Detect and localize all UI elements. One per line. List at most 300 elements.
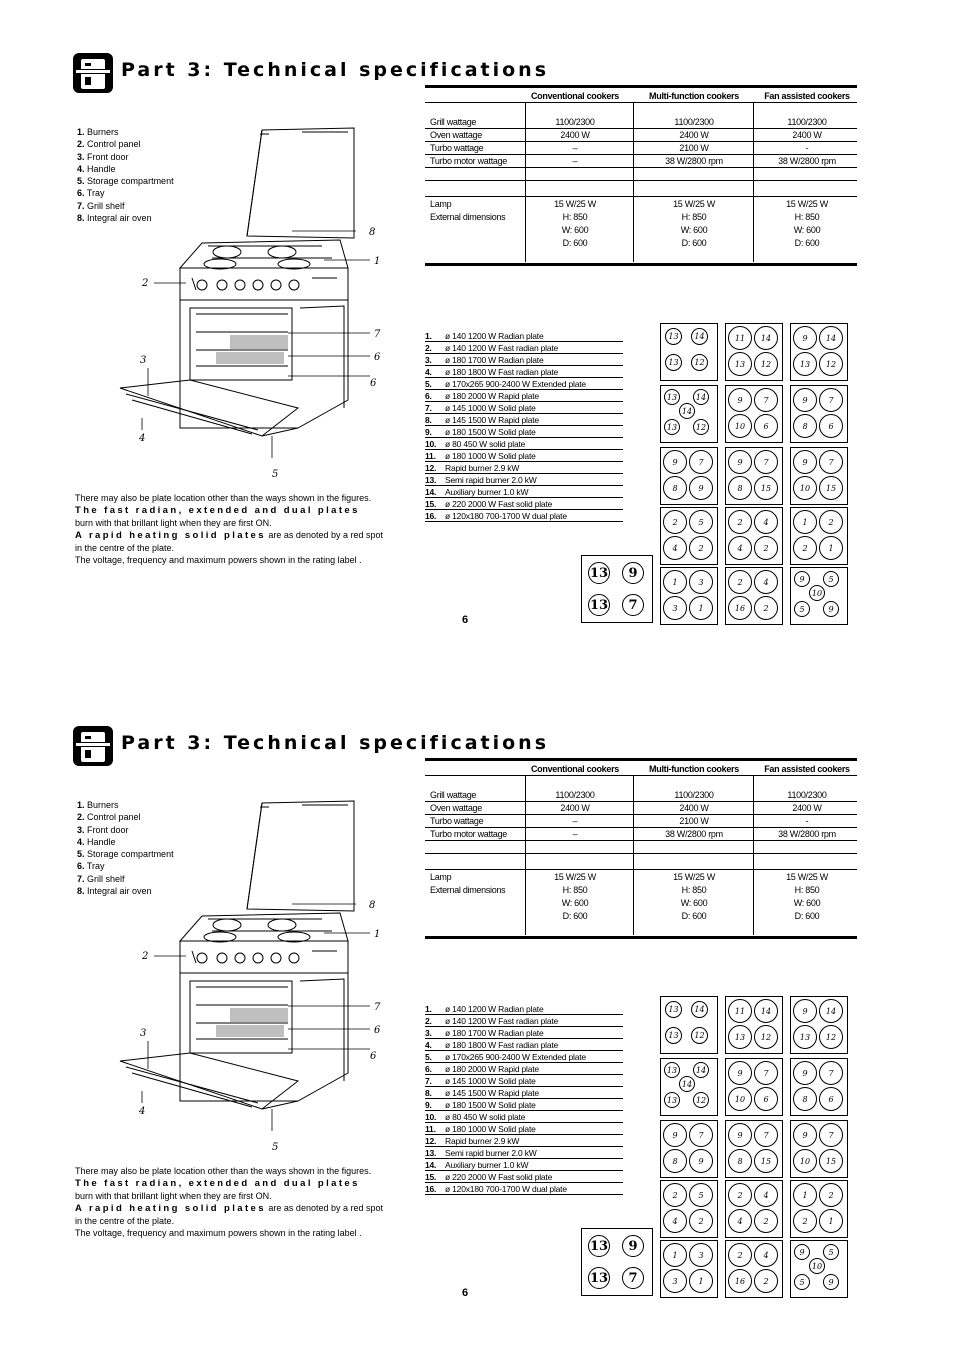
hob-diagram <box>725 1180 783 1238</box>
plate-number: 12. <box>425 463 437 473</box>
plate-label: ø 140 1200 W Radian plate <box>445 331 544 341</box>
plates-list-item <box>425 1039 623 1051</box>
hob-ring: 4 <box>754 570 778 594</box>
hob-ring: 9 <box>728 1061 752 1085</box>
parts-item-label: Control panel <box>87 139 141 150</box>
plates-list-item <box>425 462 623 474</box>
page-title: Part 3: Technical specifications <box>121 732 550 754</box>
hob-ring: 9 <box>622 562 644 584</box>
note-rating-label: The voltage, frequency and maximum powers shown in the rating label . <box>75 1228 362 1238</box>
plates-list-item <box>425 426 623 438</box>
plate-label: ø 180 2000 W Rapid plate <box>445 391 539 401</box>
page-bottom <box>0 673 954 1345</box>
callout-4: 4 <box>139 433 146 444</box>
spec-cell: Turbo wattage <box>430 816 484 826</box>
plate-number: 3. <box>425 1028 432 1038</box>
spec-cell: Turbo motor wattage <box>430 829 508 839</box>
hob-ring: 4 <box>728 536 752 560</box>
plates-list <box>425 1003 623 1195</box>
spec-cell: D: 600 <box>681 238 707 248</box>
callout-8: 8 <box>369 900 376 911</box>
hob-ring: 2 <box>754 1269 778 1293</box>
spec-table-row <box>425 198 857 211</box>
page-title: Part 3: Technical specifications <box>121 59 550 81</box>
plate-label: Semi rapid burner 2.0 kW <box>445 1148 537 1158</box>
hob-ring: 13 <box>664 1062 680 1078</box>
hob-ring: 9 <box>793 388 817 412</box>
hob-ring: 8 <box>793 414 817 438</box>
plates-list-item <box>425 438 623 450</box>
spec-cell: W: 600 <box>680 898 708 908</box>
plate-label: Semi rapid burner 2.0 kW <box>445 475 537 485</box>
hob-diagram <box>790 996 848 1054</box>
hob-diagram <box>660 447 718 505</box>
hob-ring: 13 <box>588 562 610 584</box>
plate-number: 1. <box>425 331 432 341</box>
hob-ring: 9 <box>663 1123 687 1147</box>
hob-ring: 8 <box>663 476 687 500</box>
spec-cell: H: 850 <box>562 885 588 895</box>
hob-diagram <box>660 1058 718 1116</box>
hob-ring: 13 <box>588 1235 610 1257</box>
plates-list-item <box>425 498 623 510</box>
hob-ring: 9 <box>728 388 752 412</box>
spec-header-cell: Multi-function cookers <box>649 764 739 774</box>
hob-ring: 11 <box>728 326 752 350</box>
hob-ring: 12 <box>691 354 708 371</box>
hob-ring: 8 <box>663 1149 687 1173</box>
spec-cell: External dimensions <box>430 212 506 222</box>
note-fast-radian-text: burn with that brillant light when they are first ON. <box>75 518 272 528</box>
spec-table <box>425 85 857 248</box>
hob-ring: 5 <box>823 1244 839 1260</box>
spec-cell: External dimensions <box>430 885 506 895</box>
spec-table-row <box>425 828 857 841</box>
plate-label: ø 145 1500 W Rapid plate <box>445 415 539 425</box>
hob-ring: 13 <box>664 1092 680 1108</box>
hob-ring: 9 <box>794 1244 810 1260</box>
plate-label: ø 220 2000 W Fast solid plate <box>445 499 553 509</box>
hob-diagram <box>725 1240 783 1298</box>
hob-ring: 10 <box>793 476 817 500</box>
plate-label: Auxiliary burner 1.0 kW <box>445 1160 529 1170</box>
hob-ring: 9 <box>823 1274 839 1290</box>
hob-ring: 2 <box>793 536 817 560</box>
hob-ring: 9 <box>823 601 839 617</box>
spec-cell: - <box>805 816 809 826</box>
hob-ring: 3 <box>689 1243 713 1267</box>
hob-ring: 10 <box>793 1149 817 1173</box>
hob-ring: 5 <box>794 601 810 617</box>
plate-label: ø 180 2000 W Rapid plate <box>445 1064 539 1074</box>
spec-cell: – <box>572 816 578 826</box>
parts-item-number: 3. <box>77 151 85 162</box>
spec-cell: 15 W/25 W <box>554 872 596 882</box>
hob-ring: 8 <box>728 1149 752 1173</box>
spec-cell: 15 W/25 W <box>673 872 715 882</box>
hob-ring: 5 <box>794 1274 810 1290</box>
cooker-illustration <box>112 791 392 1161</box>
plate-number: 2. <box>425 343 432 353</box>
hob-ring: 2 <box>689 536 713 560</box>
plate-number: 12. <box>425 1136 437 1146</box>
hob-ring: 9 <box>793 326 817 350</box>
note-rapid-heading: A rapid heating solid plates <box>75 1203 266 1214</box>
hob-diagram <box>725 447 783 505</box>
parts-item-number: 8. <box>77 213 85 224</box>
hob-ring: 14 <box>693 1062 709 1078</box>
spec-cell: W: 600 <box>793 225 821 235</box>
spec-header-cell: Conventional cookers <box>530 91 620 101</box>
plates-list <box>425 330 623 522</box>
hob-ring: 9 <box>794 571 810 587</box>
plate-number: 8. <box>425 1088 432 1098</box>
plate-number: 3. <box>425 355 432 365</box>
spec-cell: 2400 W <box>679 130 709 140</box>
parts-item-label: Integral air oven <box>87 213 152 224</box>
hob-diagram <box>660 507 718 565</box>
parts-item-number: 2. <box>77 139 85 150</box>
plate-number: 9. <box>425 1100 432 1110</box>
spec-cell: 2400 W <box>560 803 590 813</box>
callout-2: 2 <box>142 951 149 962</box>
hob-ring: 9 <box>728 450 752 474</box>
parts-item-label: Storage compartment <box>87 176 174 187</box>
spec-cell: W: 600 <box>561 225 589 235</box>
parts-item-label: Burners <box>87 127 119 137</box>
hob-ring: 7 <box>819 450 843 474</box>
note-rapid-heading: A rapid heating solid plates <box>75 530 266 541</box>
hob-ring: 4 <box>663 1209 687 1233</box>
plate-number: 8. <box>425 415 432 425</box>
hob-ring: 2 <box>754 596 778 620</box>
parts-item-number: 5. <box>77 849 85 860</box>
hob-ring: 13 <box>664 389 680 405</box>
page-number: 6 <box>462 614 469 626</box>
plates-list-item <box>425 1159 623 1171</box>
spec-cell: – <box>572 829 578 839</box>
callout-5: 5 <box>272 469 279 480</box>
section-logo-icon <box>73 726 113 766</box>
note-fast-radian-heading: The fast radian, extended and dual plates <box>75 505 360 516</box>
hob-ring: 4 <box>754 1243 778 1267</box>
hob-ring: 2 <box>819 510 843 534</box>
hob-ring: 7 <box>622 1267 644 1289</box>
hob-diagram <box>790 1180 848 1238</box>
spec-cell: 1100/2300 <box>555 790 595 800</box>
spec-table-row <box>425 897 857 910</box>
spec-cell: D: 600 <box>562 238 588 248</box>
callout-3: 3 <box>140 1028 147 1039</box>
plate-label: ø 180 1500 W Solid plate <box>445 427 536 437</box>
hob-diagram <box>725 507 783 565</box>
spec-cell: 2400 W <box>560 130 590 140</box>
spec-cell: 1100/2300 <box>674 790 714 800</box>
hob-diagram <box>725 567 783 625</box>
parts-item-label: Front door <box>87 824 129 835</box>
note-fast-radian-text: burn with that brillant light when they are first ON. <box>75 1191 272 1201</box>
plates-list-item <box>425 1003 623 1015</box>
parts-item-number: 3. <box>77 824 85 835</box>
hob-ring: 14 <box>691 1001 708 1018</box>
plate-number: 16. <box>425 1184 437 1194</box>
plate-label: ø 140 1200 W Radian plate <box>445 1004 544 1014</box>
hob-ring: 7 <box>754 1061 778 1085</box>
parts-item-label: Grill shelf <box>87 200 125 211</box>
plate-label: ø 145 1500 W Rapid plate <box>445 1088 539 1098</box>
plates-list-item <box>425 378 623 390</box>
spec-header-cell: Multi-function cookers <box>649 91 739 101</box>
hob-diagram <box>660 1240 718 1298</box>
hob-ring: 7 <box>819 388 843 412</box>
spec-cell: 38 W/2800 rpm <box>778 829 836 839</box>
spec-table-row <box>425 129 857 142</box>
plate-label: ø 180 1500 W Solid plate <box>445 1100 536 1110</box>
parts-item-label: Front door <box>87 151 129 162</box>
spec-cell: Grill wattage <box>430 117 477 127</box>
callout-6a: 6 <box>374 1025 381 1036</box>
spec-table-row <box>425 815 857 828</box>
plate-label: ø 140 1200 W Fast radian plate <box>445 1016 559 1026</box>
hob-ring: 13 <box>588 1267 610 1289</box>
hob-ring: 2 <box>754 1209 778 1233</box>
spec-cell: Oven wattage <box>430 803 482 813</box>
spec-cell: 15 W/25 W <box>673 199 715 209</box>
plates-list-item <box>425 414 623 426</box>
hob-ring: 16 <box>728 1269 752 1293</box>
spec-cell: 1100/2300 <box>787 790 827 800</box>
plate-label: ø 180 1000 W Solid plate <box>445 451 536 461</box>
spec-cell: 1100/2300 <box>674 117 714 127</box>
spec-table-header <box>425 763 857 776</box>
plate-label: ø 180 1700 W Radian plate <box>445 355 544 365</box>
hob-ring: 7 <box>819 1123 843 1147</box>
hob-ring: 2 <box>663 510 687 534</box>
parts-item-label: Tray <box>86 861 105 872</box>
hob-ring: 1 <box>793 510 817 534</box>
hob-ring: 7 <box>754 450 778 474</box>
plate-number: 7. <box>425 403 432 413</box>
hob-ring: 1 <box>663 1243 687 1267</box>
hob-ring: 12 <box>819 352 843 376</box>
spec-cell: D: 600 <box>794 238 820 248</box>
plate-label: ø 170x265 900-2400 W Extended plate <box>445 379 586 389</box>
spec-cell: 2100 W <box>679 143 709 153</box>
hob-ring: 13 <box>588 594 610 616</box>
parts-item-label: Integral air oven <box>87 886 152 897</box>
plate-number: 4. <box>425 367 432 377</box>
hob-diagram <box>790 323 848 381</box>
parts-item-number: 7. <box>77 200 85 211</box>
plate-label: ø 80 450 W solid plate <box>445 1112 526 1122</box>
plate-number: 9. <box>425 427 432 437</box>
hob-diagram <box>790 507 848 565</box>
spec-cell: 15 W/25 W <box>786 872 828 882</box>
plates-list-item <box>425 402 623 414</box>
hob-ring: 13 <box>665 1027 682 1044</box>
hob-ring: 13 <box>665 1001 682 1018</box>
plate-number: 5. <box>425 1052 432 1062</box>
plates-list-item <box>425 1099 623 1111</box>
spec-table-row <box>425 871 857 884</box>
plates-list-item <box>425 342 623 354</box>
hob-diagram <box>790 385 848 443</box>
spec-cell: W: 600 <box>561 898 589 908</box>
spec-table-row <box>425 155 857 168</box>
plate-number: 11. <box>425 451 436 461</box>
spec-cell: H: 850 <box>794 212 820 222</box>
spec-table-row <box>425 910 857 923</box>
spec-cell: Turbo wattage <box>430 143 484 153</box>
hob-ring: 13 <box>728 352 752 376</box>
hob-ring: 6 <box>754 414 778 438</box>
parts-item-number: 6. <box>77 188 85 199</box>
hob-ring: 12 <box>754 1025 778 1049</box>
plate-label: ø 180 1800 W Fast radian plate <box>445 1040 559 1050</box>
plates-list-item <box>425 1027 623 1039</box>
parts-item-number: 4. <box>77 163 85 174</box>
spec-cell: W: 600 <box>680 225 708 235</box>
plate-label: ø 80 450 W solid plate <box>445 439 526 449</box>
plate-label: ø 145 1000 W Solid plate <box>445 1076 536 1086</box>
callout-8: 8 <box>369 227 376 238</box>
parts-item-number: 4. <box>77 836 85 847</box>
hob-ring: 1 <box>689 596 713 620</box>
hob-ring: 13 <box>665 354 682 371</box>
plates-list-item <box>425 450 623 462</box>
hob-ring: 12 <box>691 1027 708 1044</box>
spec-cell: 2100 W <box>679 816 709 826</box>
spec-cell: H: 850 <box>794 885 820 895</box>
spec-table-header <box>425 90 857 103</box>
plate-number: 14. <box>425 487 437 497</box>
hob-ring: 14 <box>679 1076 695 1092</box>
hob-ring: 13 <box>665 328 682 345</box>
hob-ring: 7 <box>689 450 713 474</box>
hob-ring: 13 <box>664 419 680 435</box>
spec-cell: H: 850 <box>562 212 588 222</box>
hob-diagram <box>660 567 718 625</box>
hob-ring: 14 <box>679 403 695 419</box>
hob-ring: 6 <box>819 1087 843 1111</box>
plates-list-item <box>425 510 623 522</box>
parts-item-number: 1. <box>77 127 85 137</box>
plate-number: 1. <box>425 1004 432 1014</box>
spec-cell: – <box>572 156 578 166</box>
parts-item-label: Storage compartment <box>87 849 174 860</box>
spec-header-cell: Fan assisted cookers <box>764 91 850 101</box>
spec-cell: D: 600 <box>681 911 707 921</box>
parts-item-number: 7. <box>77 873 85 884</box>
plates-list-item <box>425 354 623 366</box>
hob-ring: 8 <box>728 476 752 500</box>
spec-cell: H: 850 <box>681 212 707 222</box>
hob-ring: 2 <box>754 536 778 560</box>
hob-diagram <box>660 323 718 381</box>
callout-7: 7 <box>374 329 381 340</box>
note-rapid-text: are as denoted by a red spot in the centre of the plate. <box>75 530 384 553</box>
plate-label: Rapid burner 2.9 kW <box>445 1136 520 1146</box>
plate-number: 14. <box>425 1160 437 1170</box>
callout-6b: 6 <box>370 378 377 389</box>
plate-number: 6. <box>425 1064 432 1074</box>
hob-ring: 14 <box>691 328 708 345</box>
spec-cell: 1100/2300 <box>787 117 827 127</box>
parts-item-number: 6. <box>77 861 85 872</box>
hob-ring: 12 <box>693 419 709 435</box>
note-plate-location: There may also be plate location other than the ways shown in the figures. <box>75 1166 372 1176</box>
plates-list-item <box>425 366 623 378</box>
spec-cell: 38 W/2800 rpm <box>665 156 723 166</box>
hob-ring: 9 <box>793 1061 817 1085</box>
hob-ring: 2 <box>793 1209 817 1233</box>
hob-ring: 2 <box>728 510 752 534</box>
spec-cell: D: 600 <box>562 911 588 921</box>
callout-6a: 6 <box>374 352 381 363</box>
hob-ring: 9 <box>689 1149 713 1173</box>
hob-ring: 9 <box>689 476 713 500</box>
plates-list-item <box>425 486 623 498</box>
spec-cell: Lamp <box>430 872 452 882</box>
spec-cell: 2400 W <box>792 130 822 140</box>
plate-number: 5. <box>425 379 432 389</box>
hob-ring: 13 <box>728 1025 752 1049</box>
spec-cell: H: 850 <box>681 885 707 895</box>
spec-table-row <box>425 224 857 237</box>
spec-cell: Oven wattage <box>430 130 482 140</box>
spec-table <box>425 758 857 921</box>
spec-cell: Grill wattage <box>430 790 477 800</box>
callout-2: 2 <box>142 278 149 289</box>
spec-cell: D: 600 <box>794 911 820 921</box>
hob-ring: 2 <box>663 1183 687 1207</box>
hob-ring: 11 <box>728 999 752 1023</box>
hob-ring: 4 <box>663 536 687 560</box>
plate-label: Rapid burner 2.9 kW <box>445 463 520 473</box>
hob-ring: 16 <box>728 596 752 620</box>
spec-cell: – <box>572 143 578 153</box>
plate-number: 13. <box>425 475 437 485</box>
spec-header-cell: Fan assisted cookers <box>764 764 850 774</box>
hob-ring: 4 <box>754 510 778 534</box>
plate-label: ø 170x265 900-2400 W Extended plate <box>445 1052 586 1062</box>
plates-list-item <box>425 1147 623 1159</box>
hob-ring: 4 <box>728 1209 752 1233</box>
callout-6b: 6 <box>370 1051 377 1062</box>
hob-ring: 2 <box>819 1183 843 1207</box>
hob-diagram <box>790 1058 848 1116</box>
hob-ring: 9 <box>663 450 687 474</box>
plate-number: 10. <box>425 1112 437 1122</box>
hob-diagram <box>725 1120 783 1178</box>
notes <box>75 492 385 566</box>
hob-ring: 9 <box>793 1123 817 1147</box>
hob-diagram <box>790 1120 848 1178</box>
plate-label: Auxiliary burner 1.0 kW <box>445 487 529 497</box>
parts-item-number: 8. <box>77 886 85 897</box>
plates-list-item <box>425 1075 623 1087</box>
plate-number: 11. <box>425 1124 436 1134</box>
plates-list-item <box>425 1183 623 1195</box>
hob-ring: 2 <box>728 570 752 594</box>
hob-ring: 14 <box>819 326 843 350</box>
plate-number: 16. <box>425 511 437 521</box>
hob-ring: 5 <box>689 510 713 534</box>
hob-ring: 9 <box>793 999 817 1023</box>
callout-4: 4 <box>139 1106 146 1117</box>
page-top <box>0 0 954 672</box>
hob-diagram <box>790 567 848 625</box>
